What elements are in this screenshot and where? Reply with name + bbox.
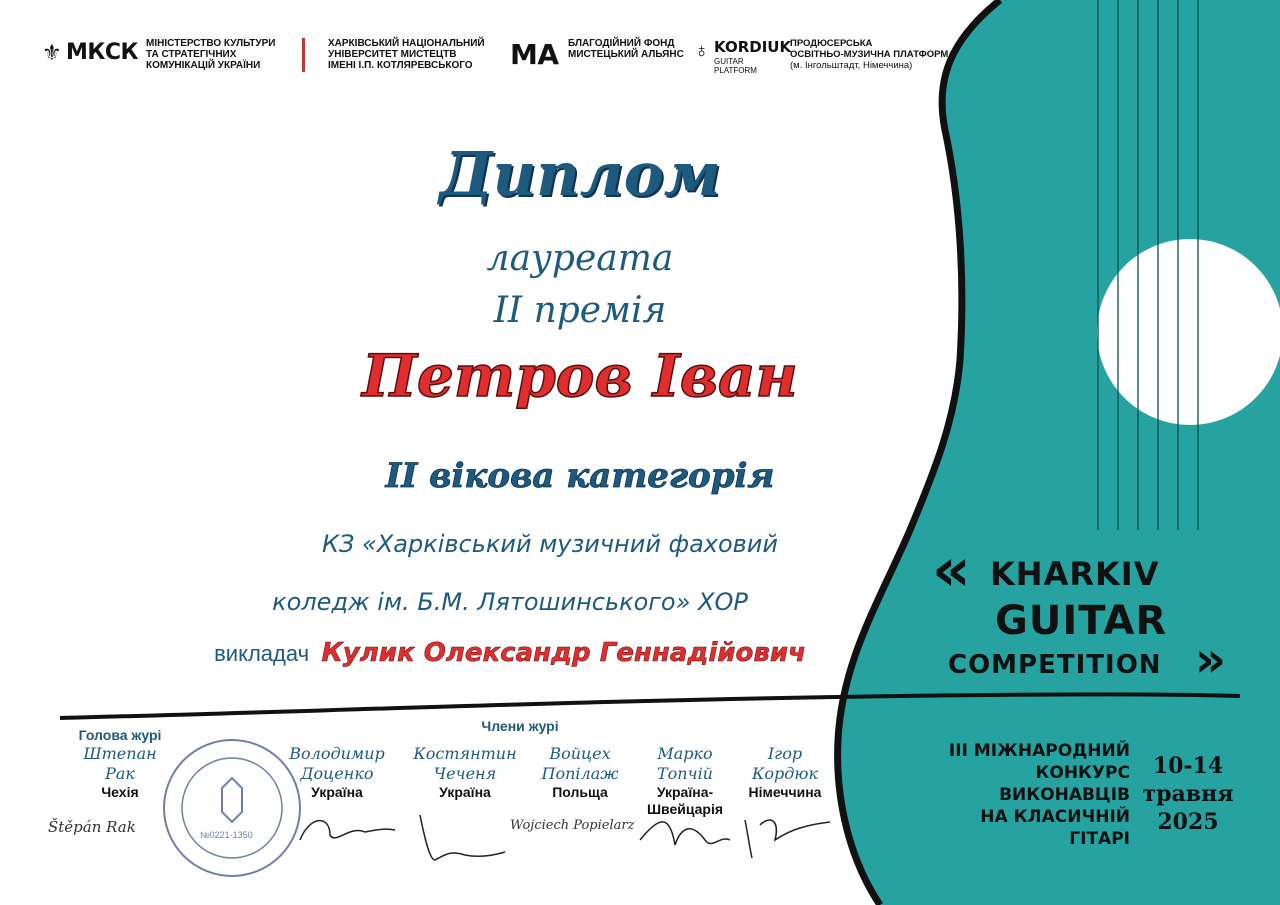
contest-line: НА КЛАСИЧНІЙ (980, 807, 1130, 827)
jury-country: Польща (552, 784, 608, 800)
kordiuk-line: ПРОДЮСЕРСЬКА (790, 38, 873, 49)
dates-line: 2025 (1157, 809, 1219, 835)
laureate-label: лауреата (486, 238, 674, 279)
jury-member (530, 744, 630, 801)
jury-head-label: Голова журі (78, 727, 162, 743)
jury-member (635, 744, 735, 818)
jury-last-name: Попілаж (541, 764, 619, 783)
contest-title (935, 740, 1130, 850)
mksk-abbr: МКСК (66, 40, 139, 65)
jury-country: Україна (439, 784, 491, 800)
prize-label: ІІ премія (493, 290, 667, 331)
jury-first-name: Костянтин (413, 744, 517, 763)
mksk-line: МІНІСТЕРСТВО КУЛЬТУРИ (146, 38, 276, 49)
fund-line: БЛАГОДІЙНИЙ ФОНД (568, 38, 675, 49)
jury-first-name: Войцех (549, 744, 611, 763)
jury-country: Україна- (656, 784, 714, 800)
guitar-icon: ♁ (694, 40, 709, 62)
jury-last-name: Топчій (657, 764, 713, 783)
chevron-left-icon: « (932, 535, 971, 605)
signature-text: Wojciech Popielarz (510, 818, 635, 833)
jury-first-name: Штепан (83, 744, 157, 763)
jury-first-name: Ігор (767, 744, 803, 763)
contest-dates (1138, 752, 1238, 836)
winner-name: Петров Іван (362, 342, 798, 410)
stamp-number: №0221-1350 (200, 830, 253, 840)
jury-last-name: Рак (105, 764, 135, 783)
age-category: ІІ вікова категорія (385, 456, 775, 496)
jury-last-name: Кордюк (751, 764, 819, 783)
kordiuk-name: KORDIUK (714, 38, 792, 56)
contest-line: ВИКОНАВЦІВ (999, 785, 1130, 805)
contest-line: ІІІ МІЖНАРОДНИЙ (948, 741, 1130, 761)
brand-word-competition: COMPETITION (948, 650, 1162, 680)
jury-first-name: Марко (657, 744, 713, 763)
brand-word-kharkiv: KHARKIV (990, 555, 1160, 593)
teacher-label: викладач (214, 641, 310, 666)
dates-line: травня (1142, 781, 1234, 807)
university-emblem-icon (302, 38, 325, 72)
jury-members-label: Члени журі (481, 718, 559, 734)
jury-last-name: Чеченя (433, 764, 497, 783)
university-line: ІМЕНІ І.П. КОТЛЯРЕВСЬКОГО (328, 60, 473, 71)
jury-country: Німеччина (748, 784, 822, 800)
kordiuk-line: ОСВІТНЬО-МУЗИЧНА ПЛАТФОРМА (790, 49, 956, 60)
sound-hole (1097, 239, 1280, 425)
contest-line: КОНКУРС (1035, 763, 1130, 783)
jury-member (60, 744, 180, 801)
fund-abbr: MA (510, 38, 559, 71)
kordiuk-sub: GUITAR PLATFORM (714, 57, 757, 75)
jury-member (400, 744, 530, 801)
trident-icon: ⚜ (42, 40, 62, 65)
mksk-line: ТА СТРАТЕГІЧНИХ (146, 49, 237, 60)
university-line: ХАРКІВСЬКИЙ НАЦІОНАЛЬНИЙ (328, 38, 485, 49)
chevron-right-icon: » (1195, 632, 1227, 688)
teacher-name: Кулик Олександр Геннадійович (321, 638, 806, 668)
teacher-row (150, 638, 870, 668)
jury-member (735, 744, 835, 801)
dates-line: 10-14 (1152, 753, 1224, 779)
brand-word-guitar: GUITAR (995, 598, 1168, 644)
diploma-title: Диплом (439, 140, 721, 210)
institution-line-2: коледж ім. Б.М. Лятошинського» ХОР (272, 588, 748, 616)
jury-country: Україна (311, 784, 363, 800)
university-line: УНІВЕРСИТЕТ МИСТЕЦТВ (328, 49, 457, 60)
fund-line: МИСТЕЦЬКИЙ АЛЬЯНС (568, 49, 684, 60)
jury-last-name: Доценко (300, 764, 374, 783)
jury-country: Чехія (101, 784, 139, 800)
jury-member (272, 744, 402, 801)
jury-first-name: Володимир (289, 744, 385, 763)
signature-text: Štěpán Rak (48, 818, 136, 836)
jury-country: Швейцарія (646, 801, 724, 817)
kordiuk-line: (м. Інгольштадт, Німеччина) (790, 60, 913, 71)
mksk-line: КОМУНІКАЦІЙ УКРАЇНИ (146, 60, 261, 71)
contest-line: ГІТАРІ (1069, 829, 1130, 849)
institution-line-1: КЗ «Харківський музичний фаховий (321, 530, 779, 558)
